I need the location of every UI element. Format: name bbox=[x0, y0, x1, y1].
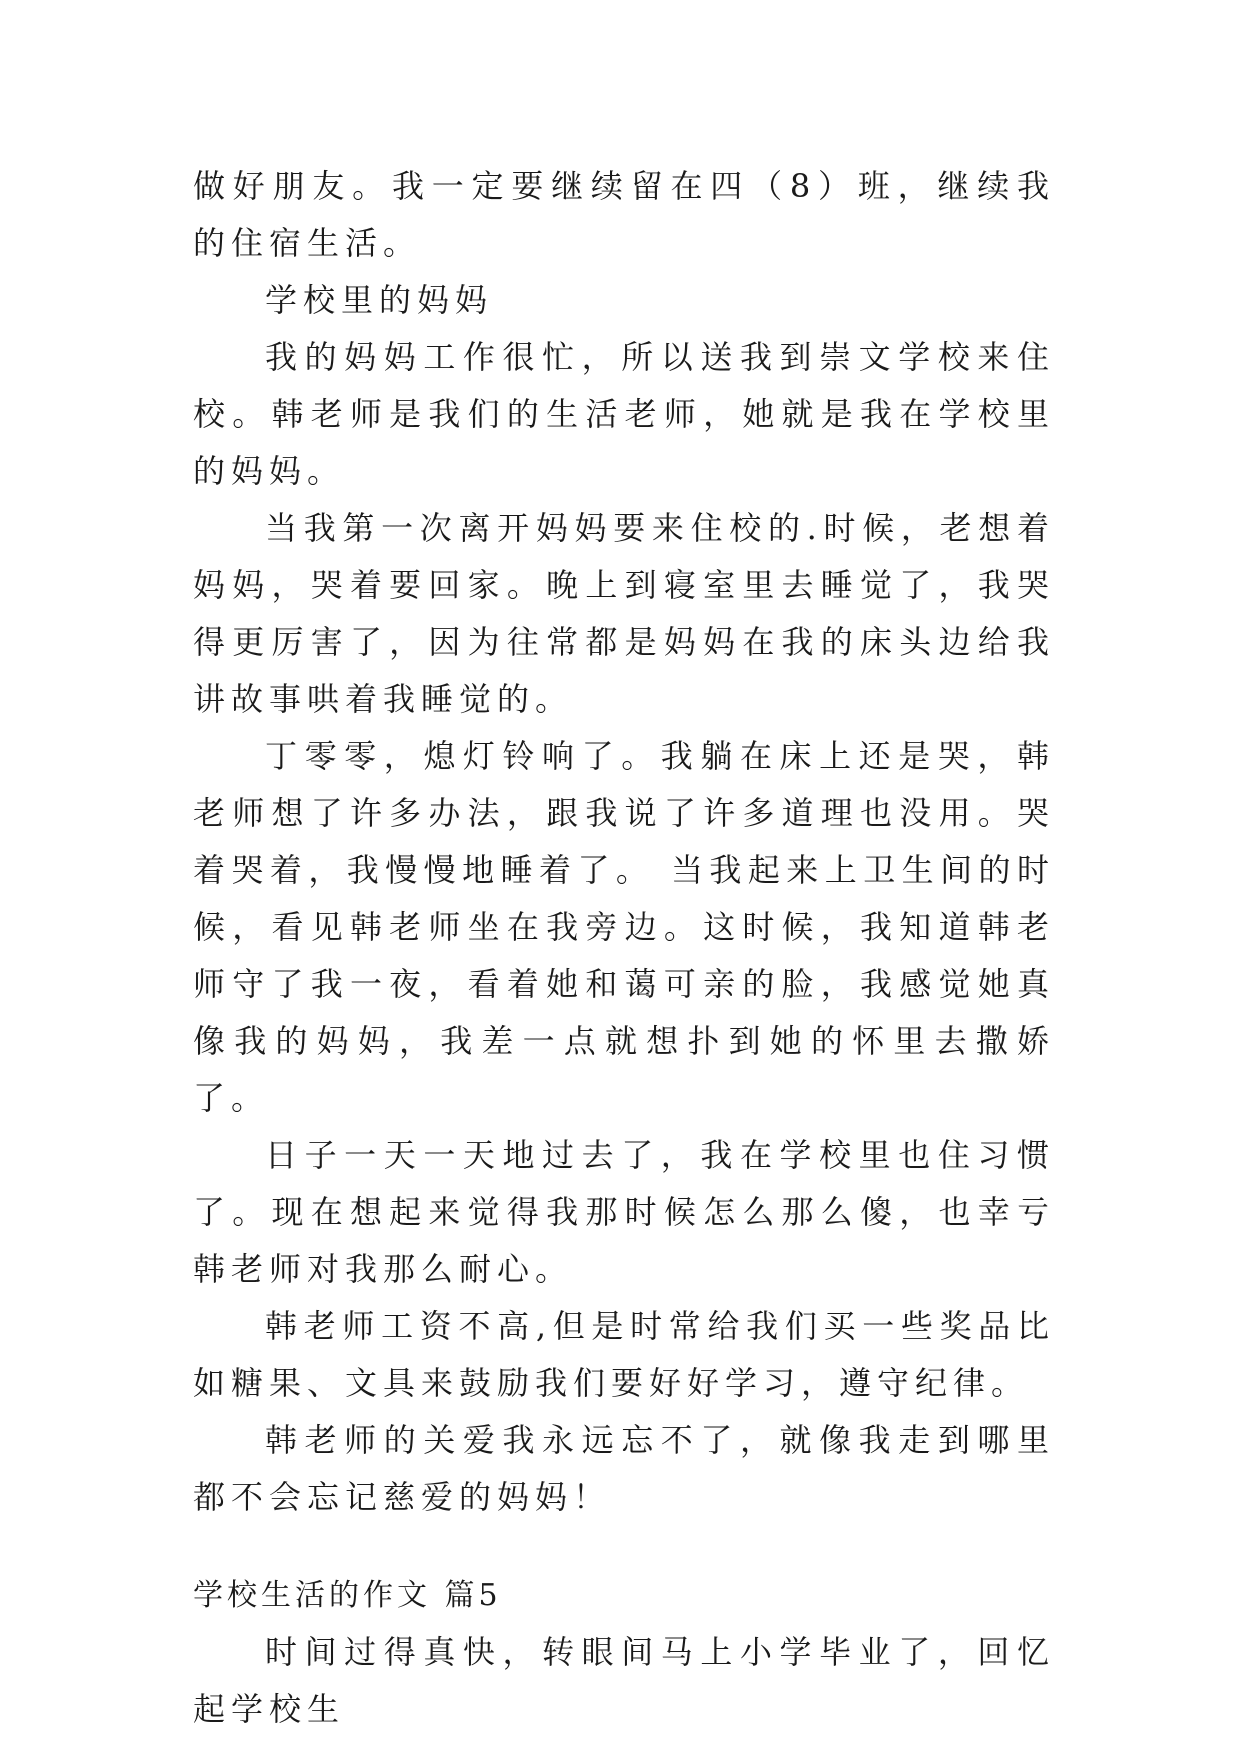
essay-subtitle: 学校里的妈妈 bbox=[265, 281, 494, 319]
paragraph: 我的妈妈工作很忙，所以送我到崇文学校来住校。韩老师是我们的生活老师，她就是我在学校里的妈妈。 bbox=[193, 338, 1055, 490]
section-heading: 学校生活的作文 篇5 bbox=[193, 1578, 502, 1613]
paragraph: 丁零零，熄灯铃响了。我躺在床上还是哭，韩老师想了许多办法，跟我说了许多道理也没用。哭着哭着，我慢慢地睡着了。 当我起来上卫生间的时候，看见韩老师坐在我旁边。这时候，我知道韩老师守了我一夜，看着她和蔼可亲的脸，我感觉她真像我的妈妈，我差一点就想扑到她的怀里去撒娇了。 bbox=[193, 737, 1055, 1117]
document-body bbox=[193, 158, 1055, 1738]
paragraph: 韩老师工资不高,但是时常给我们买一些奖品比如糖果、文具来鼓励我们要好好学习，遵守纪律。 bbox=[193, 1307, 1055, 1402]
paragraph: 当我第一次离开妈妈要来住校的.时候，老想着妈妈，哭着要回家。晚上到寝室里去睡觉了，我哭得更厉害了，因为往常都是妈妈在我的床头边给我讲故事哄着我睡觉的。 bbox=[193, 509, 1055, 718]
paragraph-start: 时间过得真快，转眼间马上小学毕业了，回忆起学校生 bbox=[193, 1633, 1055, 1728]
paragraph: 韩老师的关爱我永远忘不了，就像我走到哪里都不会忘记慈爱的妈妈！ bbox=[193, 1421, 1055, 1516]
paragraph: 日子一天一天地过去了，我在学校里也住习惯了。现在想起来觉得我那时候怎么那么傻，也幸亏韩老师对我那么耐心。 bbox=[193, 1136, 1055, 1288]
paragraph-continuation: 做好朋友。我一定要继续留在四（8）班，继续我的住宿生活。 bbox=[193, 167, 1055, 262]
